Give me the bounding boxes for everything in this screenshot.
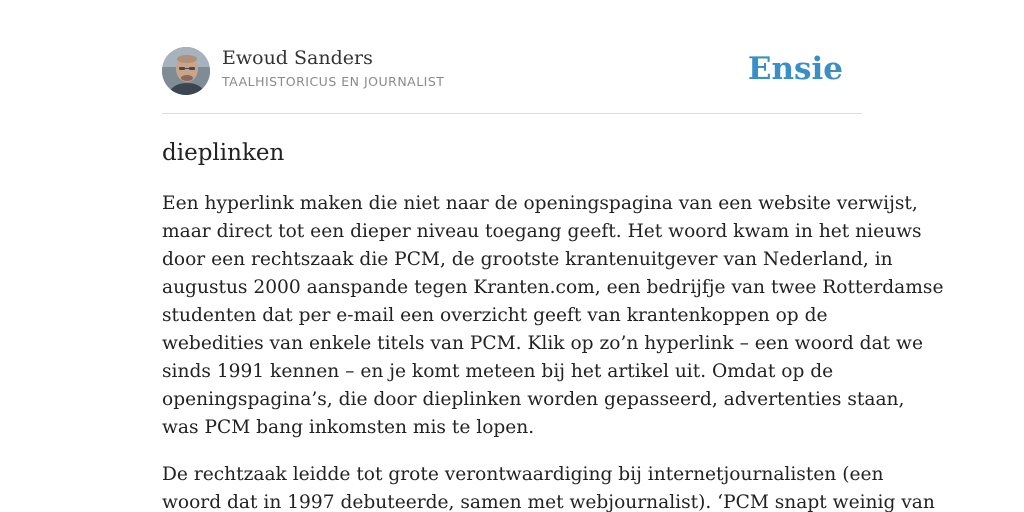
- content-container: [162, 0, 944, 512]
- text-line: sinds 1991 kennen – en je komt meteen bij het artikel uit. Omdat op de: [162, 361, 834, 382]
- author-name[interactable]: Ewoud Sanders: [222, 47, 373, 69]
- text-line: augustus 2000 aanspande tegen Kranten.com, een bedrijfje van twee Rotterdamse: [162, 277, 944, 298]
- entry-body: [162, 190, 944, 512]
- person-photo-icon: [162, 47, 210, 95]
- author-role: TAALHISTORICUS EN JOURNALIST: [222, 74, 445, 89]
- avatar[interactable]: [162, 47, 210, 95]
- site-logo[interactable]: Ensie: [747, 51, 843, 87]
- text-line: De rechtzaak leidde tot grote verontwaardiging bij internetjournalisten (een: [162, 464, 884, 485]
- header: [162, 0, 862, 114]
- paragraph-gap: [162, 442, 862, 461]
- text-line: woord dat in 1997 debuteerde, samen met webjournalist). ‘PCM snapt weinig van: [162, 492, 935, 512]
- text-line: webedities van enkele titels van PCM. Klik op zo’n hyperlink – een woord dat we: [162, 333, 923, 354]
- text-line: openingspagina’s, die door dieplinken worden gepasseerd, advertenties staan,: [162, 389, 905, 410]
- paragraph: [162, 461, 935, 512]
- text-line: Een hyperlink maken die niet naar de openingspagina van een website verwijst,: [162, 193, 918, 214]
- text-line: studenten dat per e-mail een overzicht geeft van krantenkoppen op de: [162, 305, 828, 326]
- text-line: was PCM bang inkomsten mis te lopen.: [162, 417, 535, 438]
- text-line: maar direct tot een dieper niveau toegang geeft. Het woord kwam in het nieuws: [162, 221, 922, 242]
- paragraph: [162, 190, 944, 442]
- text-line: door een rechtszaak die PCM, de grootste krantenuitgever van Nederland, in: [162, 249, 893, 270]
- entry-title: dieplinken: [162, 140, 285, 166]
